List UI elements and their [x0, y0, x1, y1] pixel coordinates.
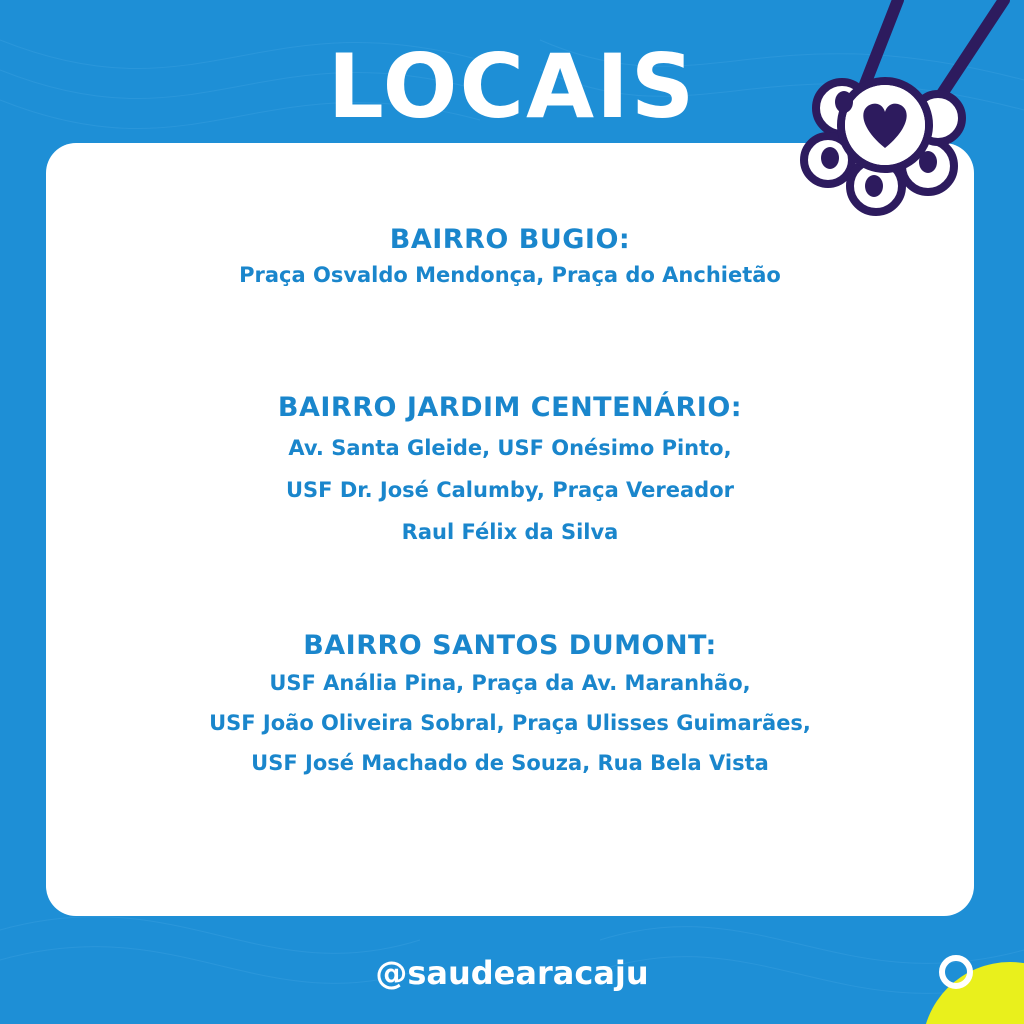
- section-line: Praça Osvaldo Mendonça, Praça do Anchietão: [239, 263, 781, 287]
- social-handle: @saudearacaju: [375, 954, 649, 992]
- section-line: Av. Santa Gleide, USF Onésimo Pinto,: [288, 436, 732, 460]
- section-line: USF João Oliveira Sobral, Praça Ulisses Guimarães,: [209, 711, 811, 735]
- section-line: USF Dr. José Calumby, Praça Vereador: [286, 478, 734, 502]
- section-heading: BAIRRO SANTOS DUMONT:: [303, 630, 717, 661]
- locations-card: [46, 143, 974, 916]
- section-heading: BAIRRO BUGIO:: [389, 224, 631, 255]
- section-line: USF José Machado de Souza, Rua Bela Vista: [251, 751, 769, 775]
- circle-ring-icon: [900, 930, 1024, 1024]
- section-line: USF Anália Pina, Praça da Av. Maranhão,: [269, 671, 751, 695]
- location-section-jardim-centenario: [46, 391, 974, 553]
- page-title: LOCAIS: [327, 35, 697, 138]
- section-line: Raul Félix da Silva: [401, 520, 619, 544]
- cat-paw-icon: [780, 0, 1024, 230]
- location-section-santos-dumont: [46, 629, 974, 783]
- section-heading: BAIRRO JARDIM CENTENÁRIO:: [277, 392, 743, 423]
- location-section-bugio: [46, 223, 974, 293]
